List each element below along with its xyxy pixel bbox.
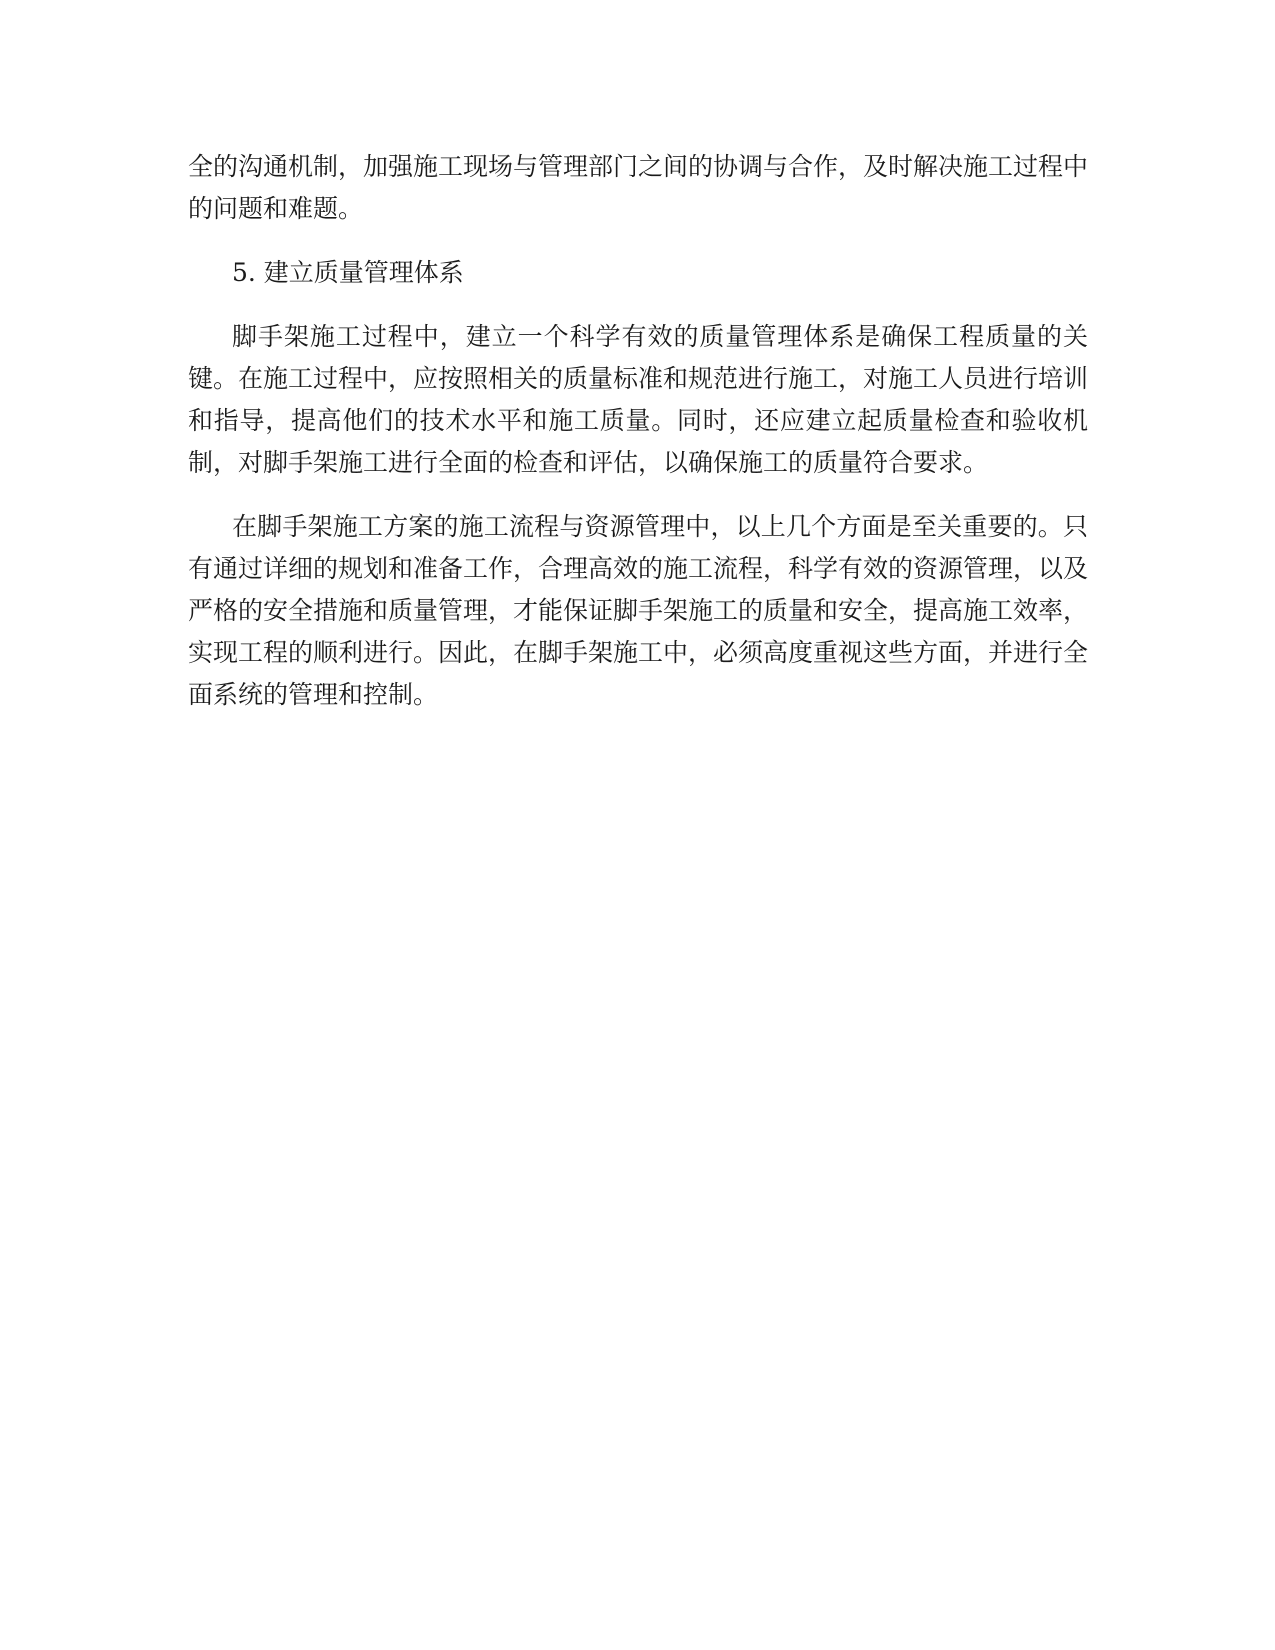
- document-body: [188, 146, 1088, 738]
- paragraph-quality: 脚手架施工过程中，建立一个科学有效的质量管理体系是确保工程质量的关键。在施工过程中，应按照相关的质量标准和规范进行施工，对施工人员进行培训和指导，提高他们的技术水平和施工质量。同时，还应建立起质量检查和验收机制，对脚手架施工进行全面的检查和评估，以确保施工的质量符合要求。: [188, 322, 1089, 477]
- paragraph-summary: 在脚手架施工方案的施工流程与资源管理中，以上几个方面是至关重要的。只有通过详细的规划和准备工作，合理高效的施工流程，科学有效的资源管理，以及严格的安全措施和质量管理，才能保证脚手架施工的质量和安全，提高施工效率，实现工程的顺利进行。因此，在脚手架施工中，必须高度重视这些方面，并进行全面系统的管理和控制。: [188, 512, 1089, 709]
- section-heading: 5. 建立质量管理体系: [232, 258, 464, 287]
- paragraph-continuation: 全的沟通机制，加强施工现场与管理部门之间的协调与合作，及时解决施工过程中的问题和难题。: [188, 152, 1089, 223]
